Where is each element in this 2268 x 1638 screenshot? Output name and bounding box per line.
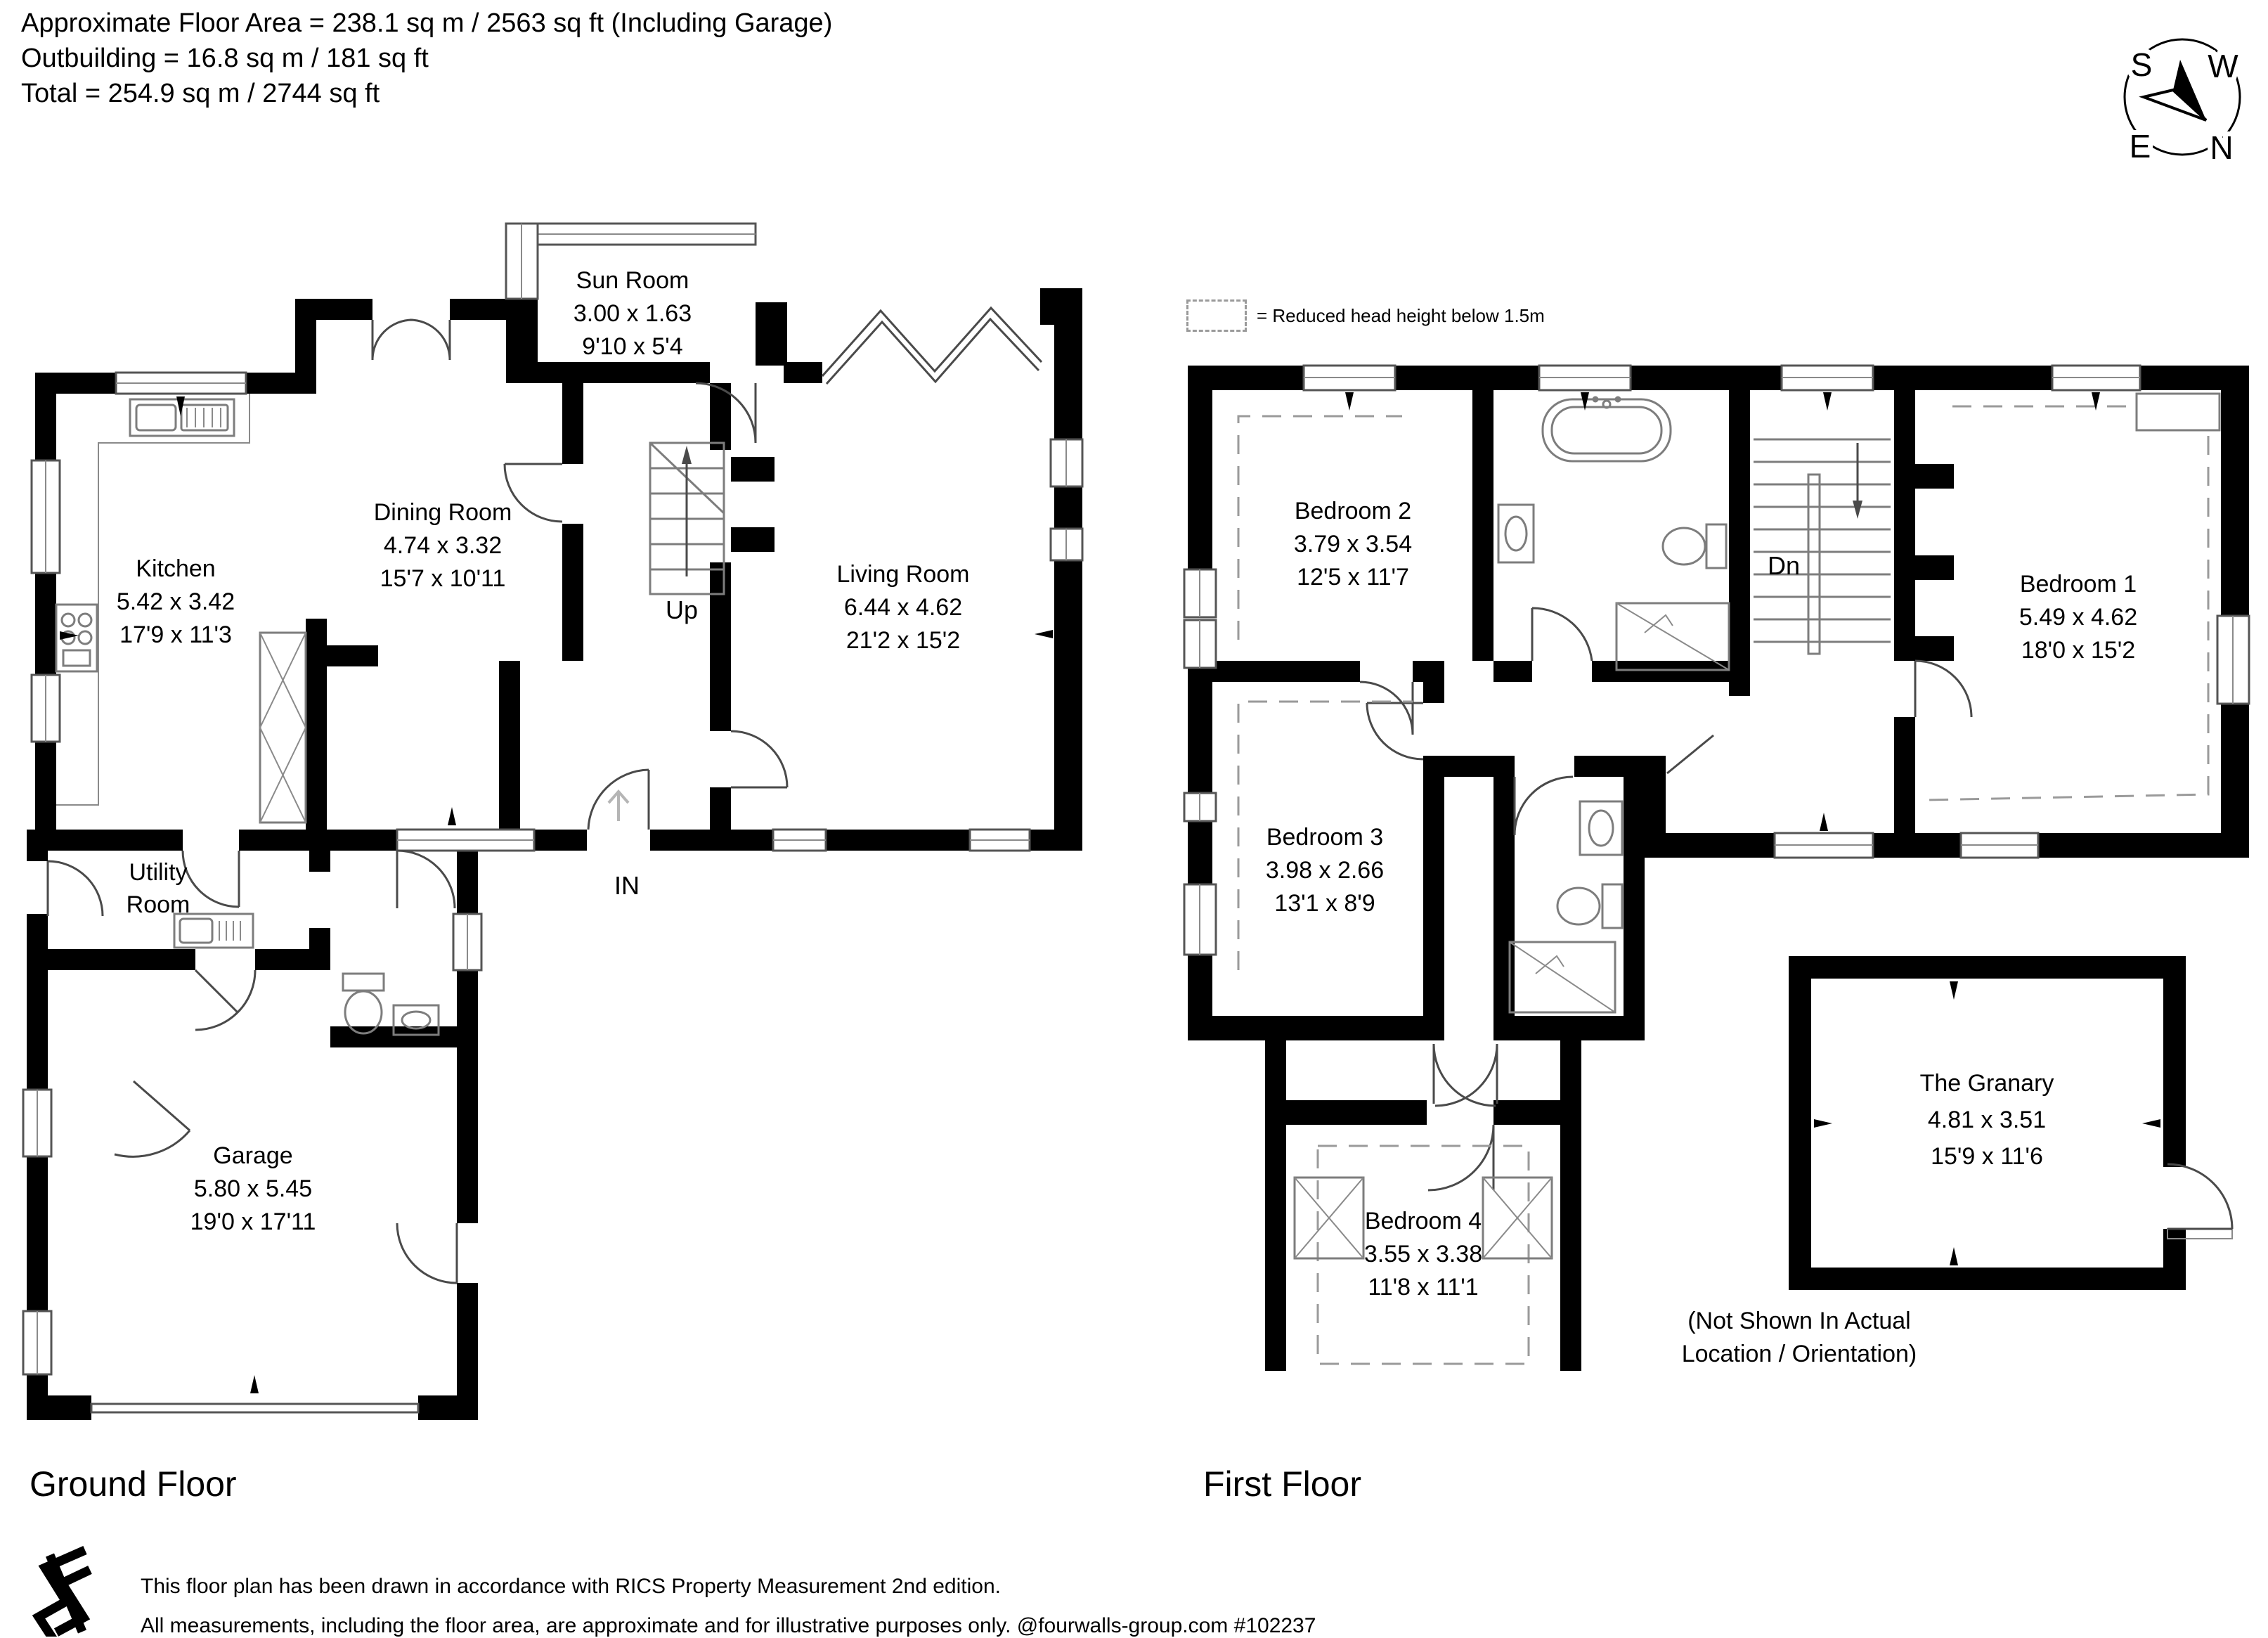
dining-room-metric: 4.74 x 3.32 <box>383 532 503 559</box>
sun-room-label: Sun Room <box>576 267 689 294</box>
kitchen-metric: 5.42 x 3.42 <box>116 588 235 615</box>
ground-floor-title: Ground Floor <box>30 1464 237 1504</box>
bedroom1-imperial: 18'0 x 15'2 <box>2021 637 2136 664</box>
garage-imperial: 19'0 x 17'11 <box>190 1208 316 1235</box>
sun-room-metric: 3.00 x 1.63 <box>573 300 692 327</box>
kitchen-label: Kitchen <box>136 555 216 582</box>
granary-note-2: Location / Orientation) <box>1681 1341 1917 1367</box>
living-room-metric: 6.44 x 4.62 <box>843 594 963 621</box>
garage-label: Garage <box>213 1142 293 1169</box>
granary-label: The Granary <box>1919 1070 2054 1097</box>
rics-statement: This floor plan has been drawn in accordance with RICS Property Measurement 2nd edition. <box>141 1575 1001 1598</box>
kitchen-imperial: 17'9 x 11'3 <box>119 621 232 648</box>
garage-metric: 5.80 x 5.45 <box>193 1175 313 1202</box>
ensuite-shower-icon <box>1510 942 1615 1012</box>
wardrobe <box>2137 394 2220 430</box>
bedroom2-imperial: 12'5 x 11'7 <box>1297 564 1409 591</box>
compass-s: S <box>2130 46 2153 83</box>
utility-room-label-1: Utility <box>129 859 188 886</box>
up-label: Up <box>665 595 699 624</box>
entrance-arrow-icon <box>609 792 628 821</box>
utility-room-label-2: Room <box>126 891 190 918</box>
fourwalls-logo-icon <box>17 1544 94 1637</box>
bifold-door-icon <box>822 308 1042 384</box>
ground-floor-room-labels <box>117 267 970 1235</box>
living-room-imperial: 21'2 x 15'2 <box>845 627 961 654</box>
bedroom3-label: Bedroom 3 <box>1266 824 1384 851</box>
utility-sink-icon <box>174 914 253 948</box>
legend-label: = Reduced head height below 1.5m <box>1257 304 1545 326</box>
bedroom2-label: Bedroom 2 <box>1294 498 1412 524</box>
compass-needle-icon <box>2144 60 2206 120</box>
reduced-head-height-legend <box>1186 299 1545 332</box>
in-label: IN <box>614 871 640 900</box>
outbuilding-area: Outbuilding = 16.8 sq m / 181 sq ft <box>21 44 429 73</box>
bedroom1-label: Bedroom 1 <box>2019 571 2137 598</box>
first-floor-room-labels <box>1266 498 2137 1367</box>
bedroom4-imperial: 11'8 x 11'1 <box>1368 1274 1479 1301</box>
area-summary <box>21 6 832 111</box>
total-floor-area: Approximate Floor Area = 238.1 sq m / 2563 sq ft (Including Garage) <box>21 8 833 38</box>
bathroom-basin-icon <box>1498 505 1534 562</box>
compass-n: N <box>2210 129 2234 166</box>
compass-e: E <box>2129 128 2151 165</box>
wc-toilet-icon <box>343 974 384 1033</box>
bedroom1-metric: 5.49 x 4.62 <box>2018 604 2138 631</box>
first-floor-plan <box>1181 337 2263 1371</box>
ensuite-basin-icon <box>1580 801 1622 855</box>
ground-floor-doors <box>48 320 787 1283</box>
bedroom3-imperial: 13'1 x 8'9 <box>1274 890 1375 917</box>
bedroom2-metric: 3.79 x 3.54 <box>1293 531 1413 557</box>
compass-w: W <box>2208 48 2238 84</box>
ground-floor-walls <box>27 288 1082 1420</box>
bedroom4-label: Bedroom 4 <box>1364 1208 1482 1234</box>
living-room-label: Living Room <box>836 561 970 588</box>
first-floor-title: First Floor <box>1203 1464 1361 1504</box>
granary-metric: 4.81 x 3.51 <box>1927 1107 2047 1133</box>
dining-room-label: Dining Room <box>373 499 512 526</box>
dining-room-imperial: 15'7 x 10'11 <box>380 565 506 592</box>
pantry-shelving <box>260 633 306 823</box>
compass-icon <box>2118 20 2255 174</box>
granary-imperial: 15'9 x 11'6 <box>1931 1143 2043 1170</box>
bathroom-shower-icon <box>1616 603 1729 670</box>
sun-room-imperial: 9'10 x 5'4 <box>582 333 683 360</box>
staircase-down <box>1754 439 1891 654</box>
dashed-box-icon <box>1186 299 1247 332</box>
measurements-disclaimer: All measurements, including the floor area, are approximate and for illustrative purposes only. @fourwalls-group.com #102237 <box>141 1614 1316 1637</box>
ground-floor-plan <box>14 211 1125 1469</box>
bathtub-icon <box>1543 397 1671 461</box>
wall-tick-marks <box>60 396 1053 1393</box>
dn-label: Dn <box>1767 551 1801 580</box>
total-area: Total = 254.9 sq m / 2744 sq ft <box>21 79 380 108</box>
bedroom3-metric: 3.98 x 2.66 <box>1265 857 1385 884</box>
bedroom4-metric: 3.55 x 3.38 <box>1363 1241 1483 1268</box>
bathroom-toilet-icon <box>1663 524 1726 568</box>
ensuite-toilet-icon <box>1557 884 1622 928</box>
granary-note-1: (Not Shown In Actual <box>1687 1308 1911 1334</box>
